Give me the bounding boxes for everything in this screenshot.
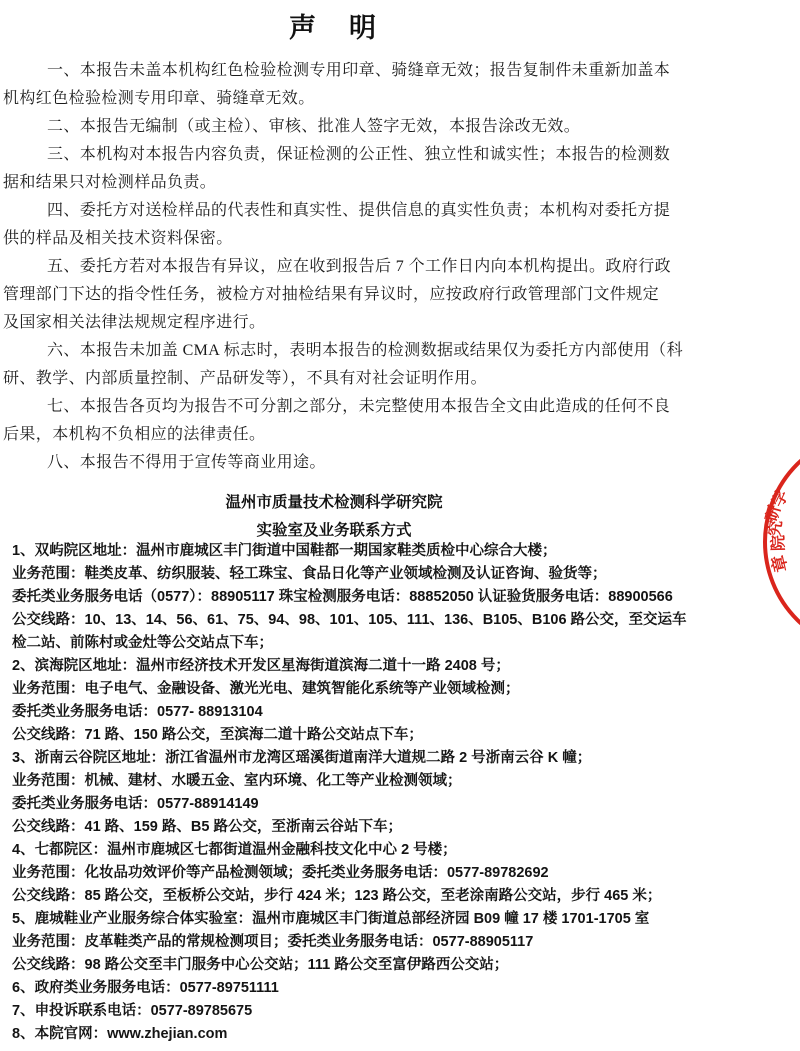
statement-line: 二、本报告无编制（或主检）、审核、批准人签字无效，本报告涂改无效。 [47, 118, 581, 135]
contact-line: 1、双屿院区地址：温州市鹿城区丰门街道中国鞋都一期国家鞋类质检中心综合大楼； [12, 543, 557, 559]
statement-line: 七、本报告各页均为报告不可分割之部分，未完整使用本报告全文由此造成的任何不良 [47, 398, 671, 415]
statement-line: 后果，本机构不负相应的法律责任。 [3, 426, 266, 443]
contact-section-title: 实验室及业务联系方式 [256, 522, 412, 539]
contact-line: 公交线路：85 路公交，至板桥公交站，步行 424 米；123 路公交，至老涂南路公交站，步行 465 米； [12, 888, 662, 904]
page-title: 声 明 [289, 13, 379, 43]
contact-info-list [12, 540, 798, 1046]
statement-line: 研、教学、内部质量控制、产品研发等），不具有对社会证明作用。 [3, 370, 488, 387]
contact-line: 2、滨海院区地址：温州市经济技术开发区星海街道滨海二道十一路 2408 号； [12, 658, 510, 674]
contact-line: 检二站、前陈村或金灶等公交站点下车； [12, 635, 273, 651]
statement-line: 八、本报告不得用于宣传等商业用途。 [47, 454, 326, 471]
statement-line: 三、本机构对本报告内容负责，保证检测的公正性、独立性和诚实性；本报告的检测数 [47, 146, 671, 163]
seal-character: 学 [769, 487, 792, 510]
statement-line: 及国家相关法律法规规定程序进行。 [3, 314, 266, 331]
statement-line: 四、委托方对送检样品的代表性和真实性、提供信息的真实性负责；本机构对委托方提 [47, 202, 671, 219]
contact-line: 委托类业务服务电话（0577）：88905117 珠宝检测服务电话：88852050 认证验货服务电话：88900566 [12, 589, 673, 605]
contact-line: 公交线路：10、13、14、56、61、75、94、98、101、105、111、136、B105、B106 路公交，至交运车 [12, 612, 687, 628]
contact-line: 委托类业务服务电话：0577-88914149 [12, 796, 259, 812]
statement-line: 据和结果只对检测样品负责。 [3, 174, 217, 191]
contact-line: 5、鹿城鞋业产业服务综合体实验室：温州市鹿城区丰门街道总部经济园 B09 幢 17 楼 1701-1705 室 [12, 911, 650, 927]
statement-line: 供的样品及相关技术资料保密。 [3, 230, 233, 247]
contact-line: 4、七都院区：温州市鹿城区七都街道温州金融科技文化中心 2 号楼； [12, 842, 457, 858]
contact-line: 3、浙南云谷院区地址：浙江省温州市龙湾区瑶溪街道南洋大道规二路 2 号浙南云谷 K 幢； [12, 750, 592, 766]
contact-line: 公交线路：98 路公交至丰门服务中心公交站；111 路公交至富伊路西公交站； [12, 957, 509, 973]
contact-line: 委托类业务服务电话：0577- 88913104 [12, 704, 263, 720]
seal-character: 究 [766, 519, 786, 538]
statement-line: 机构红色检验检测专用印章、骑缝章无效。 [3, 90, 315, 107]
contact-line: 业务范围：化妆品功效评价等产品检测领域；委托类业务服务电话：0577-89782692 [12, 865, 549, 881]
contact-line: 公交线路：71 路、150 路公交，至滨海二道十路公交站点下车； [12, 727, 423, 743]
contact-line: 8、本院官网：www.zhejian.com [12, 1026, 228, 1042]
contact-line: 业务范围：鞋类皮革、纺织服装、轻工珠宝、食品日化等产业领域检测及认证咨询、验货等； [12, 566, 607, 582]
contact-line: 业务范围：皮革鞋类产品的常规检测项目；委托类业务服务电话：0577-88905117 [12, 934, 534, 950]
contact-line: 业务范围：电子电气、金融设备、激光光电、建筑智能化系统等产业领域检测； [12, 681, 520, 697]
statement-line: 五、委托方若对本报告有异议，应在收到报告后 7 个工作日内向本机构提出。政府行政 [47, 258, 672, 275]
org-heading [2, 489, 666, 545]
org-name: 温州市质量技术检测科学研究院 [225, 494, 443, 511]
contact-line: 6、政府类业务服务电话：0577-89751111 [12, 980, 279, 996]
seal-character: 章 [768, 553, 792, 574]
seal-character: 研 [763, 503, 785, 524]
statement-line: 一、本报告未盖本机构红色检验检测专用印章、骑缝章无效；报告复制件未重新加盖本 [47, 62, 671, 79]
statement-line: 六、本报告未加盖 CMA 标志时，表明本报告的检测数据或结果仅为委托方内部使用（科 [47, 342, 683, 359]
statement-paragraphs [3, 57, 703, 477]
contact-line: 7、申投诉联系电话：0577-89785675 [12, 1003, 253, 1019]
contact-line: 公交线路：41 路、159 路、B5 路公交，至浙南云谷站下车； [12, 819, 402, 835]
statement-line: 管理部门下达的指令性任务，被检方对抽检结果有异议时，应按政府行政管理部门文件规定 [3, 286, 660, 303]
contact-line: 业务范围：机械、建材、水暖五金、室内环境、化工等产业检测领域； [12, 773, 462, 789]
seal-character: 院 [770, 534, 788, 552]
